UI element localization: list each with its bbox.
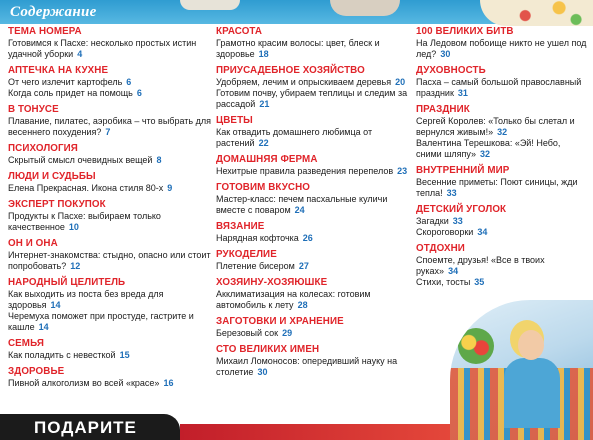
contents-column-3	[416, 26, 588, 293]
contents-section	[8, 26, 212, 60]
header-decoration	[330, 0, 400, 16]
contents-entry[interactable]	[8, 38, 212, 60]
section-title: ЦВЕТЫ	[216, 115, 253, 126]
contents-entry[interactable]	[416, 227, 588, 238]
page-number: 34	[448, 266, 459, 276]
entry-text: Как отвадить домашнего любимца от растений	[216, 127, 373, 148]
contents-section	[8, 277, 212, 333]
page-number: 21	[259, 99, 270, 109]
contents-section	[416, 26, 588, 60]
contents-section	[416, 243, 588, 288]
contents-entry[interactable]	[416, 255, 588, 277]
contents-entry[interactable]	[216, 77, 412, 88]
section-title: ВЯЗАНИЕ	[216, 221, 265, 232]
contents-section	[216, 115, 412, 149]
contents-entry[interactable]	[416, 38, 588, 60]
page-number: 26	[302, 233, 313, 243]
entry-text: Нарядная кофточка	[216, 233, 299, 243]
entry-text: Скороговорки	[416, 227, 474, 237]
contents-entry[interactable]	[8, 77, 212, 88]
page-number: 31	[457, 88, 468, 98]
entry-text: Готовимся к Пасхе: несколько простых истин удачной уборки	[8, 38, 197, 59]
page-number: 27	[298, 261, 309, 271]
contents-section	[416, 165, 588, 199]
contents-entry[interactable]	[216, 166, 412, 177]
section-title: ДОМАШНЯЯ ФЕРМА	[216, 154, 318, 165]
page-number: 14	[50, 300, 61, 310]
entry-text: Когда соль придет на помощь	[8, 88, 133, 98]
contents-entry[interactable]	[416, 116, 588, 138]
contents-entry[interactable]	[8, 155, 212, 166]
page-number: 28	[297, 300, 308, 310]
header-decoration-image	[480, 0, 593, 26]
section-title: ДЕТСКИЙ УГОЛОК	[416, 204, 507, 215]
contents-entry[interactable]	[216, 38, 412, 60]
entry-text: На Ледовом побоище никто не ушел под лед?	[416, 38, 587, 59]
entry-text: Плавание, пилатес, аэробика – что выбрать для весеннего похудения?	[8, 116, 211, 137]
page-number: 20	[395, 77, 406, 87]
entry-text: Елена Прекрасная. Икона стиля 80-х	[8, 183, 164, 193]
section-title: ПСИХОЛОГИЯ	[8, 143, 78, 154]
page-number: 30	[440, 49, 451, 59]
section-title: РУКОДЕЛИЕ	[216, 249, 277, 260]
contents-entry[interactable]	[8, 88, 212, 99]
page-number: 29	[282, 328, 293, 338]
contents-section	[416, 104, 588, 160]
page-number: 6	[136, 88, 142, 98]
contents-entry[interactable]	[8, 116, 212, 138]
contents-entry[interactable]	[216, 261, 412, 272]
contents-entry[interactable]	[8, 250, 212, 272]
section-title: СЕМЬЯ	[8, 338, 44, 349]
page-number: 32	[480, 149, 491, 159]
section-title: ЗАГОТОВКИ И ХРАНЕНИЕ	[216, 316, 344, 327]
entry-text: Как выходить из поста без вреда для здоровья	[8, 289, 164, 310]
contents-entry[interactable]	[416, 77, 588, 99]
contents-section	[216, 154, 412, 177]
section-title: 100 ВЕЛИКИХ БИТВ	[416, 26, 514, 37]
contents-section	[216, 344, 412, 378]
page-title: Содержание	[10, 4, 97, 20]
entry-text: Продукты к Пасхе: выбираем только качественное	[8, 211, 161, 232]
entry-text: Мастер-класс: печем пасхальные куличи вместе с поваром	[216, 194, 388, 215]
contents-section	[216, 221, 412, 244]
contents-entry[interactable]	[8, 350, 212, 361]
contents-section	[216, 26, 412, 60]
page-number: 18	[258, 49, 269, 59]
entry-text: От чего излечит картофель	[8, 77, 123, 87]
section-title: ОН И ОНА	[8, 238, 58, 249]
contents-entry[interactable]	[416, 216, 588, 227]
contents-section	[8, 366, 212, 389]
contents-column-2	[216, 26, 412, 383]
entry-text: Акклиматизация на колесах: готовим автомобиль к лету	[216, 289, 371, 310]
entry-text: Березовый сок	[216, 328, 279, 338]
contents-entry[interactable]	[216, 127, 412, 149]
contents-section	[416, 204, 588, 238]
entry-text: Пасха – самый большой православный праздник	[416, 77, 582, 98]
contents-entry[interactable]	[8, 311, 212, 333]
section-title: СТО ВЕЛИКИХ ИМЕН	[216, 344, 320, 355]
contents-entry[interactable]	[216, 233, 412, 244]
page-number: 22	[258, 138, 269, 148]
section-title: ДУХОВНОСТЬ	[416, 65, 486, 76]
page-number: 24	[294, 205, 305, 215]
entry-text: Стихи, тосты	[416, 277, 471, 287]
contents-section	[416, 65, 588, 99]
page-number: 30	[257, 367, 268, 377]
contents-entry[interactable]	[8, 183, 212, 194]
woman-head	[518, 330, 544, 360]
entry-text: Плетение бисером	[216, 261, 295, 271]
contents-entry[interactable]	[8, 378, 212, 389]
contents-column-1	[8, 26, 212, 394]
page-number: 6	[126, 77, 132, 87]
contents-section	[216, 182, 412, 216]
section-title: ГОТОВИМ ВКУСНО	[216, 182, 310, 193]
entry-text: Грамотно красим волосы: цвет, блеск и здоровье	[216, 38, 380, 59]
section-title: ЛЮДИ И СУДЬБЫ	[8, 171, 96, 182]
contents-section	[8, 143, 212, 166]
section-title: ЭКСПЕРТ ПОКУПОК	[8, 199, 106, 210]
contents-entry[interactable]	[416, 177, 588, 199]
entry-text: Черемуха поможет при простуде, гастрите и кашле	[8, 311, 194, 332]
contents-section	[8, 338, 212, 361]
contents-entry[interactable]	[8, 289, 212, 311]
contents-section	[8, 171, 212, 194]
page-number: 16	[163, 378, 174, 388]
entry-text: Загадки	[416, 216, 449, 226]
contents-section	[216, 249, 412, 272]
entry-text: Весенние приметы: Поют синицы, жди тепла!	[416, 177, 578, 198]
page-number: 23	[397, 166, 408, 176]
contents-entry[interactable]	[216, 289, 412, 311]
section-title: ВНУТРЕННИЙ МИР	[416, 165, 510, 176]
contents-section	[8, 199, 212, 233]
contents-section	[216, 65, 412, 110]
entry-text: Как поладить с невесткой	[8, 350, 116, 360]
section-title: ХОЗЯИНУ-ХОЗЯЮШКЕ	[216, 277, 328, 288]
page-number: 7	[105, 127, 111, 137]
entry-text: Михаил Ломоносов: опередивший науку на столетие	[216, 356, 398, 377]
flowers-image	[458, 328, 494, 364]
section-title: НАРОДНЫЙ ЦЕЛИТЕЛЬ	[8, 277, 126, 288]
entry-text: Споемте, друзья! «Все в твоих руках»	[416, 255, 545, 276]
page-number: 32	[497, 127, 508, 137]
woman-figure	[504, 358, 560, 428]
entry-text: Скрытый смысл очевидных вещей	[8, 155, 153, 165]
contents-section	[8, 65, 212, 99]
section-title: В ТОНУСЕ	[8, 104, 59, 115]
contents-section	[216, 277, 412, 311]
page-number: 35	[474, 277, 485, 287]
banner-stripe	[180, 424, 450, 440]
section-title: ПРАЗДНИК	[416, 104, 470, 115]
cover-photo	[450, 300, 593, 440]
section-title: КРАСОТА	[216, 26, 263, 37]
entry-text: Готовим почву, убираем теплицы и следим за рассадой	[216, 88, 408, 109]
page-number: 12	[70, 261, 81, 271]
contents-entry[interactable]	[216, 328, 412, 339]
contents-entry[interactable]	[216, 194, 412, 216]
entry-text: Удобряем, лечим и опрыскиваем деревья	[216, 77, 392, 87]
entry-text: Пивной алкоголизм во всей «красе»	[8, 378, 160, 388]
page-number: 9	[167, 183, 173, 193]
page-number: 14	[38, 322, 49, 332]
contents-entry[interactable]	[416, 138, 588, 160]
section-title: ПРИУСАДЕБНОЕ ХОЗЯЙСТВО	[216, 65, 365, 76]
page-number: 34	[477, 227, 488, 237]
page-number: 15	[119, 350, 130, 360]
section-title: ОТДОХНИ	[416, 243, 465, 254]
contents-entry[interactable]	[216, 356, 412, 378]
section-title: ЗДОРОВЬЕ	[8, 366, 65, 377]
contents-entry[interactable]	[416, 277, 588, 288]
contents-entry[interactable]	[8, 211, 212, 233]
banner-text: ПОДАРИТЕ	[34, 418, 137, 437]
entry-text: Интернет-знакомства: стыдно, опасно или стоит попробовать?	[8, 250, 211, 271]
entry-text: Валентина Терешкова: «Эй! Небо, сними шляпу»	[416, 138, 561, 159]
page-number: 4	[77, 49, 83, 59]
page-number: 10	[68, 222, 79, 232]
entry-text: Сергей Королев: «Только бы слетал и вернулся живым!»	[416, 116, 575, 137]
header-decoration	[180, 0, 240, 10]
contents-section	[8, 238, 212, 272]
contents-entry[interactable]	[216, 88, 412, 110]
contents-section	[8, 104, 212, 138]
contents-section	[216, 316, 412, 339]
section-title: АПТЕЧКА НА КУХНЕ	[8, 65, 109, 76]
entry-text: Нехитрые правила разведения перепелов	[216, 166, 394, 176]
page-number: 8	[156, 155, 162, 165]
page-number: 33	[452, 216, 463, 226]
section-title: ТЕМА НОМЕРА	[8, 26, 82, 37]
page-number: 33	[446, 188, 457, 198]
